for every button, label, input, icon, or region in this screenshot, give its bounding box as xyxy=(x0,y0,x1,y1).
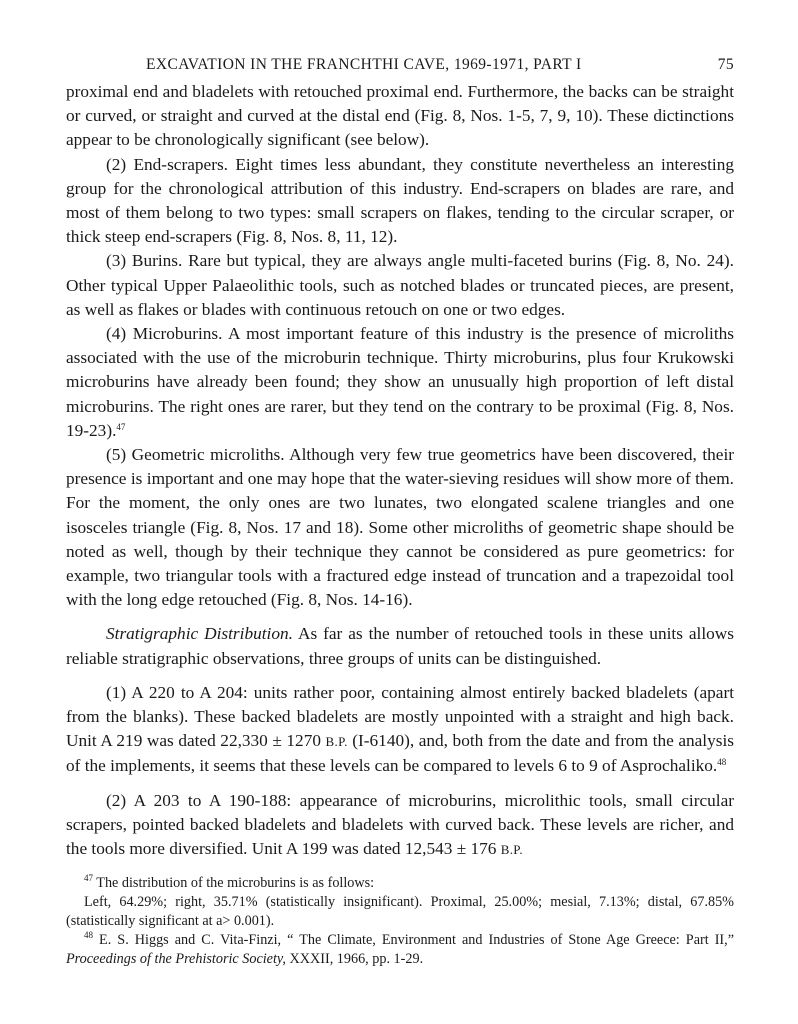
footnote-ref-47: 47 xyxy=(116,421,126,432)
paragraph-microburins xyxy=(66,322,734,443)
paragraph-end-scrapers: (2) End-scrapers. Eight times less abundant, they constitute nevertheless an interesting group for the chronological attribution of this industry. End-scrapers on blades are rare, and most of them belong to two types: small scrapers on flakes, tending to the circular scraper, or thick steep end-scrapers (Fig. 8, Nos. 8, 11, 12). xyxy=(66,154,734,247)
footnote-47 xyxy=(66,874,734,893)
paragraph-burins: (3) Burins. Rare but typical, they are always angle multi-faceted burins (Fig. 8, No. 24). Other typical Upper Palaeolithic tools, such as notched blades or truncated pieces, are present, as well as flakes or blades with continuous retouch on one or two edges. xyxy=(66,251,734,319)
body-text xyxy=(66,80,734,862)
group-2-text: (2) A 203 to A 190-188: appearance of microburins, microlithic tools, small circular scrapers, pointed backed bladelets and bladelets with curved back. These levels are richer, and the tools more diversified. Unit A 199 was dated 12,543 ± 176 xyxy=(66,790,734,859)
running-header xyxy=(66,56,734,80)
footnote-47-detail: Left, 64.29%; right, 35.71% (statistically insignificant). Proximal, 25.00%; mesial, 7.13%; distal, 67.85% (statistically significant at a> 0.001). xyxy=(66,894,734,930)
page xyxy=(66,56,734,969)
section-heading: Stratigraphic Distribution. xyxy=(106,624,293,644)
page-number: 75 xyxy=(717,56,734,73)
paragraph-stratigraphic-distribution xyxy=(66,622,734,670)
paragraph-geometric-microliths: (5) Geometric microliths. Although very few true geometrics have been discovered, their presence is important and one may hope that the water-sieving residues will show more of them. For the moment, the only ones are two lunates, two elongated scalene triangles and one isosceles triangle (Fig. 8, Nos. 17 and 18). Some other microliths of geometric shape should be noted as well, though by their technique they cannot be considered as pure geometrics: for example, two triangular tools with a fractured edge instead of truncation and a trapezoidal tool with the long edge retouched (Fig. 8, Nos. 14-16). xyxy=(66,445,734,610)
microburins-text: (4) Microburins. A most important feature of this industry is the presence of microliths associated with the use of the microburin technique. Thirty microburins, plus four Krukowski microburins have already been found; they show an unusually high proportion of left distal microburins. The right ones are rarer, but they tend on the contrary to be proximal (Fig. 8, Nos. 19-23). xyxy=(66,324,734,440)
paragraph-group-2 xyxy=(66,789,734,863)
footnote-ref-48: 48 xyxy=(717,757,727,768)
bp-label: B.P. xyxy=(500,842,523,858)
footnote-number: 47 xyxy=(84,873,93,884)
paragraph-group-1 xyxy=(66,681,734,779)
footnotes xyxy=(66,874,734,969)
paragraph-1: proximal end and bladelets with retouched proximal end. Furthermore, the backs can be straight or curved, or straight and curved at the distal end (Fig. 8, Nos. 1-5, 7, 9, 10). These dictinctions appear to be chronologically significant (see below). xyxy=(66,82,734,150)
journal-title: Proceedings of the Prehistoric Society, xyxy=(66,951,286,968)
footnote-48 xyxy=(66,931,734,969)
footnote-number: 48 xyxy=(84,930,93,941)
footnote-47-line-1: The distribution of the microburins is as follows: xyxy=(93,875,375,892)
bp-label: B.P. xyxy=(325,734,348,750)
stratigraphic-text: As far as the number of retouched tools in these units allows reliable stratigraphic observations, three groups of units can be distinguished. xyxy=(66,624,734,668)
group-1-text-b: (I-6140), and, both from the date and from the analysis of the implements, it seems that these levels can be compared to levels 6 to 9 of Asprochaliko. xyxy=(66,731,734,776)
running-title: EXCAVATION IN THE FRANCHTHI CAVE, 1969-1971, PART I xyxy=(146,56,582,73)
footnote-48-text-a: E. S. Higgs and C. Vita-Finzi, “ The Climate, Environment and Industries of Stone Age Greece: Part II,” xyxy=(93,932,734,949)
group-1-text-a: (1) A 220 to A 204: units rather poor, containing almost entirely backed bladelets (apart from the blanks). These backed bladelets are mostly unpointed with a straight and high back. Unit A 219 was dated 22,330 ± 1270 xyxy=(66,682,734,751)
footnote-48-text-b: XXXII, 1966, pp. 1-29. xyxy=(285,951,424,968)
